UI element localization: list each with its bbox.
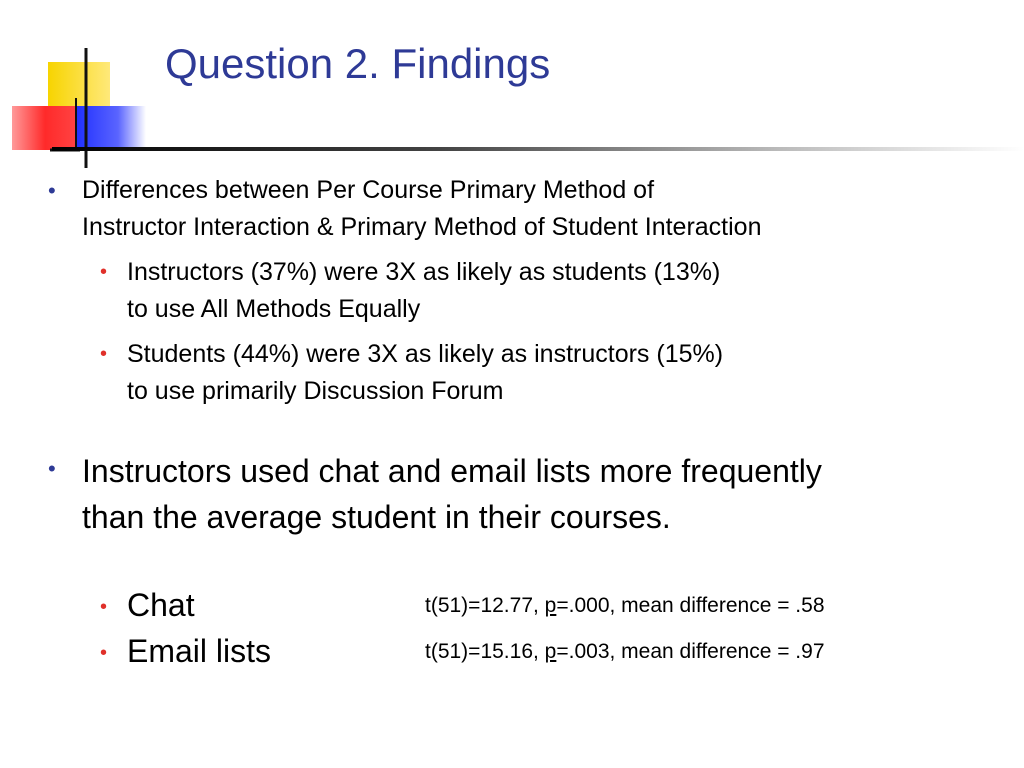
email-stat-post: =.003, mean difference = .97 [556,640,825,663]
email-lists-label: Email lists [127,633,272,669]
bullet-1-line-1: Differences between Per Course Primary Method of [82,176,655,204]
bullet-1-line-2: Instructor Interaction & Primary Method of Student Interaction [82,213,762,241]
email-stat-pre: t(51)=15.16, [425,640,545,663]
sub-bullet-1-1-line-2: to use All Methods Equally [127,295,421,323]
slide-title: Question 2. Findings [165,40,551,87]
title-divider [52,147,1024,151]
bullet-dot-icon: • [48,456,56,481]
bullet-2-line-2: than the average student in their courses. [82,499,671,535]
chat-stat [425,594,825,618]
email-lists-stat [425,640,825,664]
bullet-dot-icon: • [100,596,108,618]
chat-stat-pre: t(51)=12.77, [425,594,545,617]
chat-stat-post: =.000, mean difference = .58 [556,594,825,617]
bullet-dot-icon: • [48,178,56,203]
chat-label: Chat [127,587,195,623]
decorative-logo-graphic [0,0,160,170]
email-stat-p: p [544,640,557,663]
bullet-2-line-1: Instructors used chat and email lists more frequently [82,453,822,489]
chat-stat-p: p [544,594,557,617]
sub-bullet-1-2-line-1: Students (44%) were 3X as likely as instructors (15%) [127,340,724,368]
bullet-dot-icon: • [100,343,108,365]
bullet-dot-icon: • [100,642,108,664]
bullet-dot-icon: • [100,261,108,283]
sub-bullet-1-1-line-1: Instructors (37%) were 3X as likely as students (13%) [127,258,721,286]
sub-bullet-1-2-line-2: to use primarily Discussion Forum [127,377,504,405]
